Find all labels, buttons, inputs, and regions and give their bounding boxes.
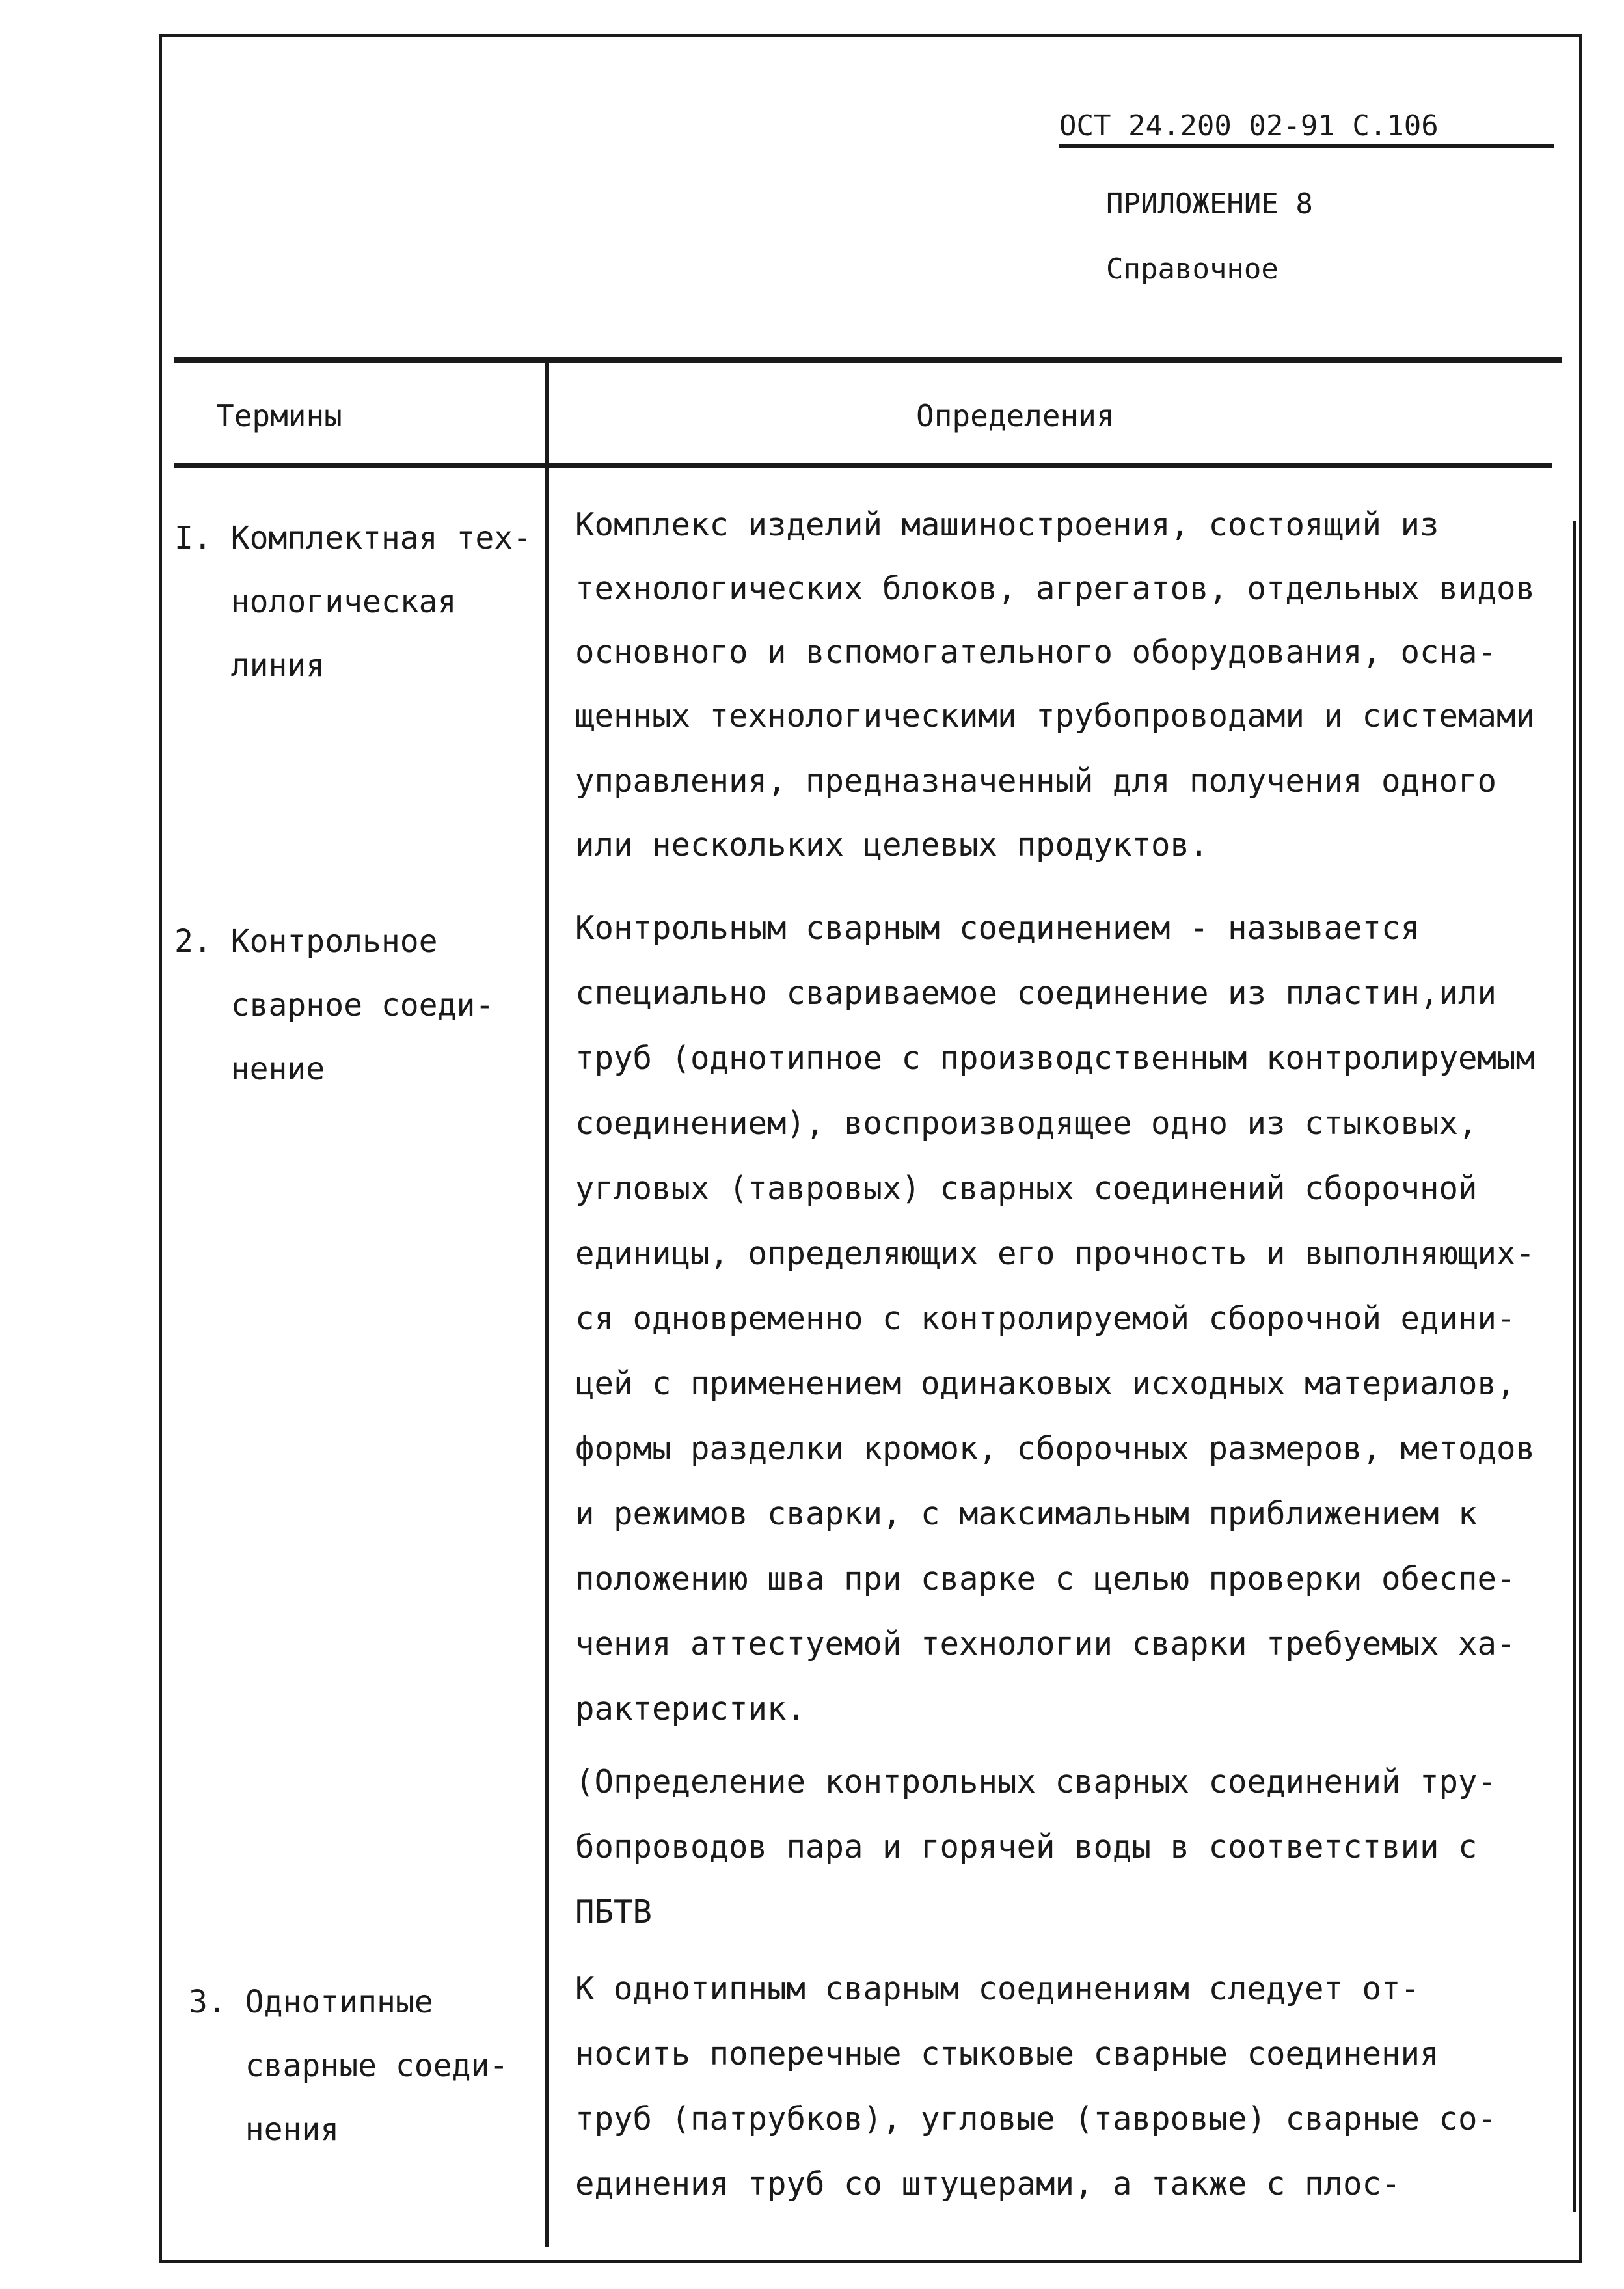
definition-line: (Определение контрольных сварных соединений тру- [575,1763,1497,1800]
definition-line: Комплекс изделий машиностроения, состоящий из [575,506,1439,543]
definition-line: чения аттестуемой технологии сварки требуемых ха- [575,1625,1516,1662]
appendix-title: ПРИЛОЖЕНИЕ 8 [1106,187,1313,221]
table-right-edge [1573,521,1576,2212]
term-line: 3. Однотипные [189,1984,433,2020]
definition-line: угловых (тавровых) сварных соединений сборочной [575,1170,1478,1207]
definition-line: К однотипным сварным соединениям следует от- [575,1970,1420,2007]
table-top-rule [174,357,1562,363]
term-line: нения [189,2111,340,2148]
definition-line: рактеристик. [575,1690,806,1727]
term-line: нологическая [174,584,457,620]
definition-line: специально свариваемое соединение из пластин,или [575,975,1497,1012]
definition-line: ПБТВ [575,1893,653,1930]
document-code-underline [1059,144,1554,148]
term-3 [189,1970,508,2161]
appendix-status: Справочное [1106,252,1279,286]
definition-line: формы разделки кромок, сборочных размеров, методов [575,1430,1536,1467]
definition-line: управления, предназначенный для получения одного [575,763,1497,800]
document-code: ОСТ 24.200 02-91 С.106 [1059,109,1439,142]
definition-line: ся одновременно с контролируемой сборочной едини- [575,1300,1516,1337]
column-header-definitions: Определения [916,398,1115,433]
definition-line: или нескольких целевых продуктов. [575,826,1209,863]
definition-line: щенных технологическими трубопроводами и системами [575,698,1536,735]
definition-line: соединением), воспроизводящее одно из стыковых, [575,1105,1478,1142]
column-header-terms: Термины [216,398,342,433]
definition-line: технологических блоков, агрегатов, отдельных видов [575,570,1536,607]
term-line: линия [174,647,325,684]
definition-line: единения труб со штуцерами, а также с плос- [575,2165,1401,2202]
definition-line: труб (патрубков), угловые (тавровые) сварные со- [575,2100,1497,2137]
column-divider [545,363,549,2247]
definition-line: основного и вспомогательного оборудования, осна- [575,634,1497,671]
table-header-rule [174,463,1552,468]
definition-line: и режимов сварки, с максимальным приближением к [575,1495,1478,1532]
term-line: сварное соеди- [174,987,494,1023]
definition-line: Контрольным сварным соединением - называется [575,910,1420,947]
term-1 [174,506,532,698]
definition-line: носить поперечные стыковые сварные соединения [575,2035,1439,2072]
definition-line: положению шва при сварке с целью проверки обеспе- [575,1560,1516,1597]
definition-line: труб (однотипное с производственным контролируемым [575,1040,1536,1077]
definition-line: цей с применением одинаковых исходных материалов, [575,1365,1516,1402]
definition-line: бопроводов пара и горячей воды в соответствии с [575,1828,1478,1865]
page-frame [159,34,1582,2263]
term-line: нение [174,1051,325,1087]
term-line: сварные соеди- [189,2048,509,2084]
term-2 [174,910,494,1101]
term-line: 2. Контрольное [174,923,438,960]
term-line: I. Комплектная тех- [174,520,532,556]
definition-line: единицы, определяющих его прочность и выполняющих- [575,1235,1536,1272]
